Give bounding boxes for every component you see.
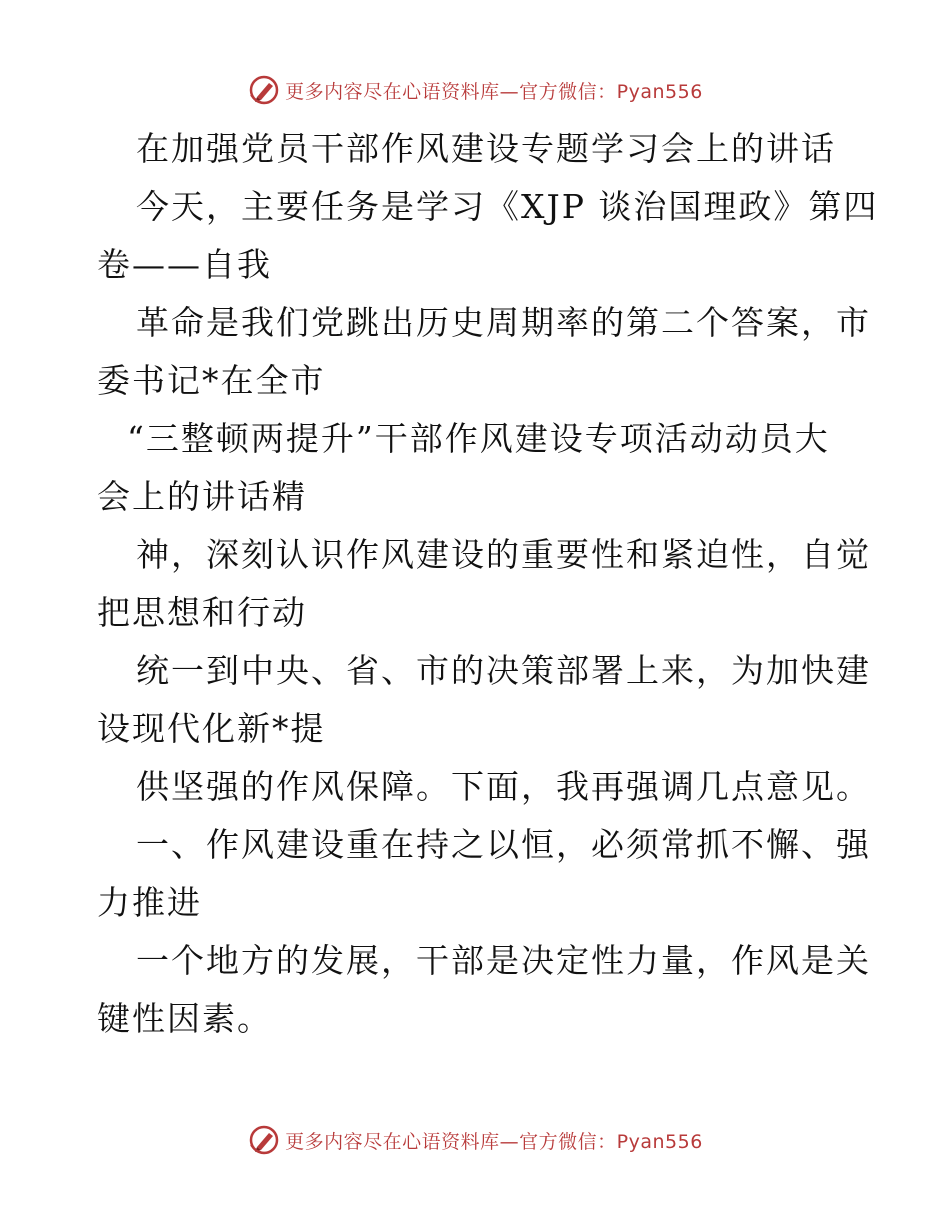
document-title: 在加强党员干部作风建设专题学习会上的讲话 [136, 129, 836, 168]
paragraph-line: 革命是我们党跳出历史周期率的第二个答案，市 [136, 303, 871, 342]
paragraph-line: 统一到中央、省、市的决策部署上来，为加快建 [136, 651, 871, 690]
header-banner [0, 70, 950, 110]
section-heading-continued: 力推进 [97, 883, 202, 922]
paragraph-line: “三整顿两提升”干部作风建设专项活动动员大 [127, 419, 830, 458]
pen-circle-logo-icon [247, 73, 281, 107]
footer-banner [0, 1120, 950, 1160]
paragraph-line: 神，深刻认识作风建设的重要性和紧迫性，自觉 [136, 535, 871, 574]
paragraph-line: 卷——自我 [97, 245, 272, 284]
paragraph-line: 设现代化新*提 [97, 709, 326, 748]
document-body [97, 120, 879, 1048]
footer-banner-text: 更多内容尽在心语资料库—官方微信：Pyan556 [285, 1130, 703, 1153]
section-heading: 一、作风建设重在持之以恒，必须常抓不懈、强 [136, 825, 871, 864]
paragraph-line: 供坚强的作风保障。下面，我再强调几点意见。 [136, 767, 871, 806]
paragraph-line: 一个地方的发展，干部是决定性力量，作风是关 [136, 941, 871, 980]
header-banner-text: 更多内容尽在心语资料库—官方微信：Pyan556 [285, 80, 703, 103]
paragraph-line: 键性因素。 [97, 999, 272, 1038]
paragraph-line: 委书记*在全市 [97, 361, 326, 400]
paragraph-line: 今天，主要任务是学习《XJP 谈治国理政》第四 [136, 187, 879, 226]
paragraph-line: 把思想和行动 [97, 593, 307, 632]
pen-circle-logo-icon [247, 1123, 281, 1157]
paragraph-line: 会上的讲话精 [97, 477, 307, 516]
